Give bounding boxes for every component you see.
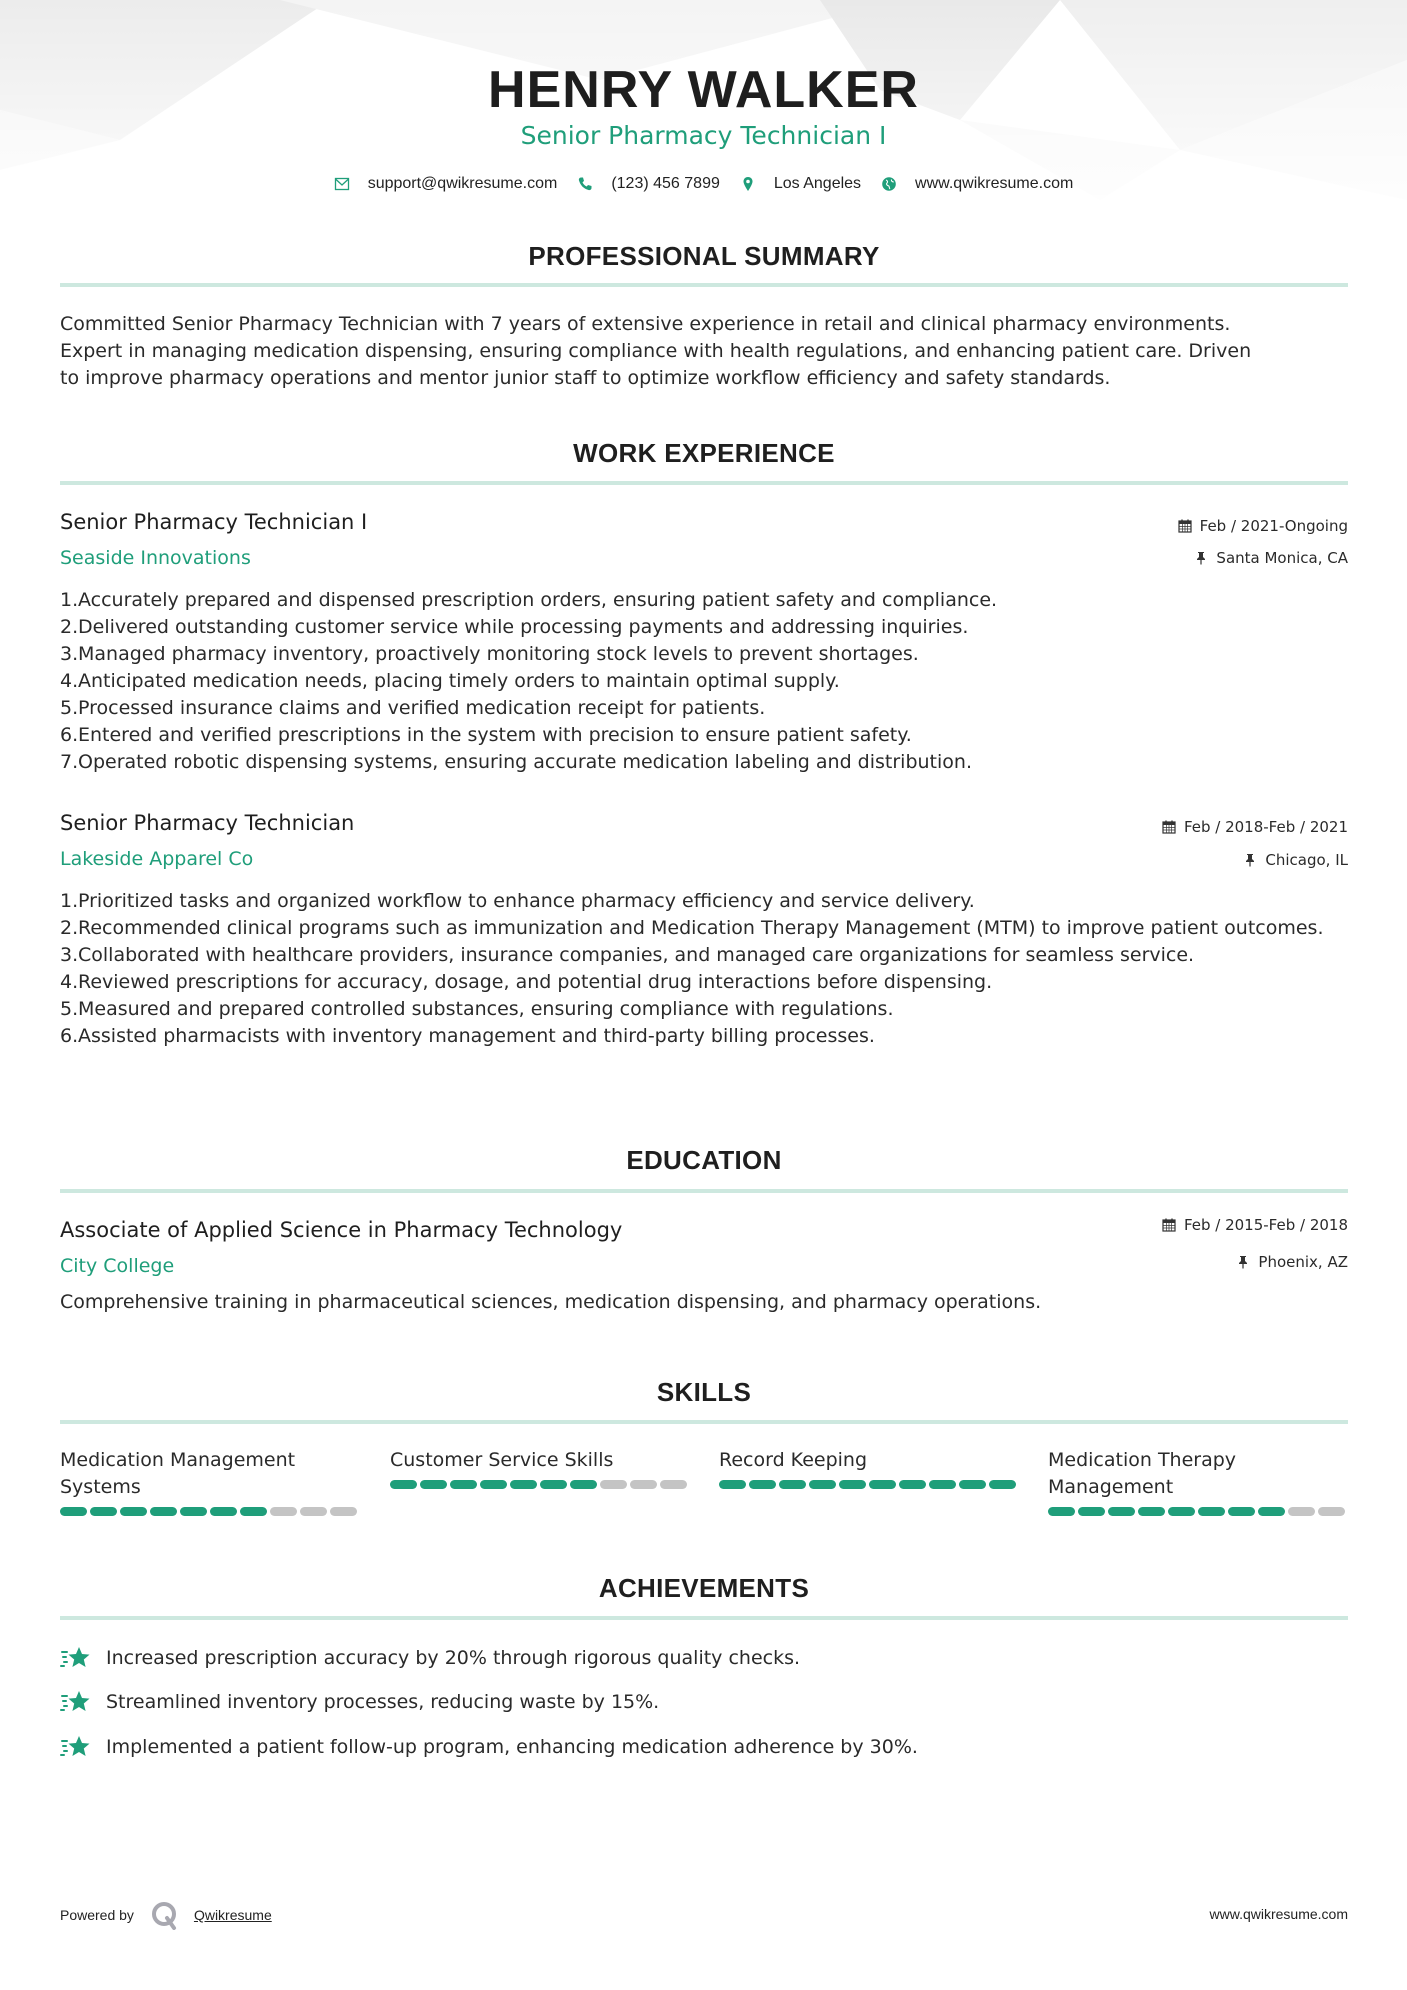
skill-pill-filled <box>1198 1507 1225 1516</box>
candidate-headline: Senior Pharmacy Technician I <box>520 121 887 150</box>
qwikresume-link[interactable]: Qwikresume <box>193 1907 272 1923</box>
candidate-name: HENRY WALKER <box>488 61 919 119</box>
job-title: Senior Pharmacy Technician <box>60 811 355 835</box>
skill-rating-bar <box>60 1507 360 1516</box>
skill-pill-filled <box>1108 1507 1135 1516</box>
contact-email[interactable] <box>334 175 558 193</box>
skill-pill-filled <box>869 1480 896 1489</box>
shooting-star-icon <box>60 1688 92 1716</box>
contact-website[interactable] <box>881 175 1073 193</box>
skill-pill-filled <box>1138 1507 1165 1516</box>
skill-rating-bar <box>390 1480 690 1489</box>
achievement-item <box>60 1733 918 1761</box>
skill-pill-filled <box>150 1507 177 1516</box>
website-text: www.qwikresume.com <box>915 175 1074 192</box>
summary-line: Expert in managing medication dispensing, ensuring compliance with health regulations, and enhancing patient care. Driven <box>60 340 1252 362</box>
skill-pill-empty <box>600 1480 627 1489</box>
skill-pill-filled <box>809 1480 836 1489</box>
education-description: Comprehensive training in pharmaceutical sciences, medication dispensing, and pharmacy operations. <box>60 1291 1042 1313</box>
school-name: City College <box>60 1255 175 1277</box>
education-location <box>1236 1252 1348 1272</box>
skill-pill-filled <box>1048 1507 1075 1516</box>
section-title-summary: PROFESSIONAL SUMMARY <box>528 241 880 271</box>
contact-bar <box>0 172 1407 196</box>
skill-item <box>390 1447 690 1489</box>
skill-name: Medication Therapy Management <box>1048 1449 1237 1498</box>
bullet-item: 4. Anticipated medication needs, placing timely orders to maintain optimal supply. <box>60 670 840 692</box>
job-dates <box>1178 516 1348 536</box>
skill-pill-empty <box>300 1507 327 1516</box>
skill-pill-empty <box>630 1480 657 1489</box>
calendar-icon <box>1162 820 1176 834</box>
section-divider <box>60 481 1348 485</box>
shooting-star-icon <box>60 1644 92 1672</box>
skill-pill-empty <box>660 1480 687 1489</box>
achievement-item <box>60 1644 800 1672</box>
job-bullets <box>60 587 1350 776</box>
skill-item <box>60 1447 360 1516</box>
skill-pill-filled <box>450 1480 477 1489</box>
skill-pill-empty <box>1288 1507 1315 1516</box>
calendar-icon <box>1178 519 1192 533</box>
skill-rating-bar <box>719 1480 1019 1489</box>
shooting-star-icon <box>60 1733 92 1761</box>
bullet-item: 3. Collaborated with healthcare providers, insurance companies, and managed care organizations for seamless service. <box>60 944 1195 966</box>
section-title-education: EDUCATION <box>626 1145 782 1175</box>
globe-icon <box>881 176 897 192</box>
skill-pill-filled <box>420 1480 447 1489</box>
summary-line: to improve pharmacy operations and mentor junior staff to optimize workflow efficiency and safety standards. <box>60 367 1111 389</box>
location-text: Los Angeles <box>773 175 862 192</box>
map-marker-icon <box>740 176 756 192</box>
section-title-achievements: ACHIEVEMENTS <box>598 1573 810 1603</box>
skill-pill-filled <box>180 1507 207 1516</box>
location-text: Phoenix, AZ <box>1258 1253 1348 1271</box>
skill-pill-filled <box>1168 1507 1195 1516</box>
skill-pill-filled <box>929 1480 956 1489</box>
skill-pill-filled <box>60 1507 87 1516</box>
qwikresume-logo-icon <box>150 1900 180 1930</box>
achievement-text: Streamlined inventory processes, reducing waste by 15%. <box>106 1690 660 1713</box>
skill-pill-empty <box>330 1507 357 1516</box>
bullet-item: 3. Managed pharmacy inventory, proactively monitoring stock levels to prevent shortages. <box>60 643 919 665</box>
footer-powered-by <box>60 1900 272 1930</box>
powered-by-label: Powered by <box>60 1907 134 1923</box>
pushpin-icon <box>1194 551 1208 565</box>
skill-pill-filled <box>959 1480 986 1489</box>
skill-pill-filled <box>120 1507 147 1516</box>
pushpin-icon <box>1243 853 1257 867</box>
bullet-item: 2. Recommended clinical programs such as immunization and Medication Therapy Management (MTM) to improve patient outcomes. <box>60 917 1324 939</box>
footer-website[interactable]: www.qwikresume.com <box>1209 1906 1348 1922</box>
bullet-item: 1. Accurately prepared and dispensed prescription orders, ensuring patient safety and compliance. <box>60 589 998 611</box>
summary-line: Committed Senior Pharmacy Technician with 7 years of extensive experience in retail and clinical pharmacy environments. <box>60 313 1231 335</box>
skill-pill-empty <box>270 1507 297 1516</box>
section-divider <box>60 1189 1348 1193</box>
bullet-item: 5. Processed insurance claims and verified medication receipt for patients. <box>60 697 766 719</box>
achievement-item <box>60 1688 659 1716</box>
location-text: Chicago, IL <box>1265 851 1348 869</box>
bullet-item: 1. Prioritized tasks and organized workflow to enhance pharmacy efficiency and service delivery. <box>60 890 975 912</box>
company-name: Seaside Innovations <box>60 547 251 569</box>
contact-location <box>740 175 861 193</box>
calendar-icon <box>1162 1218 1176 1232</box>
section-divider <box>60 283 1348 287</box>
skill-rating-bar <box>1048 1507 1348 1516</box>
degree-title: Associate of Applied Science in Pharmacy Technology <box>60 1218 623 1242</box>
skill-item <box>719 1447 1019 1489</box>
section-title-experience: WORK EXPERIENCE <box>573 438 835 468</box>
skill-pill-filled <box>779 1480 806 1489</box>
dates-text: Feb / 2018-Feb / 2021 <box>1183 818 1348 836</box>
section-title-skills: SKILLS <box>656 1377 752 1407</box>
skill-pill-filled <box>899 1480 926 1489</box>
skill-name: Customer Service Skills <box>390 1449 614 1471</box>
location-text: Santa Monica, CA <box>1216 549 1348 567</box>
skill-pill-filled <box>480 1480 507 1489</box>
company-name: Lakeside Apparel Co <box>60 848 254 870</box>
skill-pill-filled <box>1258 1507 1285 1516</box>
skill-pill-filled <box>719 1480 746 1489</box>
skill-pill-empty <box>1318 1507 1345 1516</box>
email-text: support@qwikresume.com <box>367 175 558 192</box>
job-dates <box>1162 817 1348 837</box>
skill-pill-filled <box>240 1507 267 1516</box>
envelope-icon <box>334 176 350 192</box>
section-divider <box>60 1616 1348 1620</box>
skill-name: Medication Management Systems <box>60 1449 296 1498</box>
skill-item <box>1048 1447 1348 1516</box>
job-title: Senior Pharmacy Technician I <box>60 510 368 534</box>
section-divider <box>60 1420 1348 1424</box>
skill-pill-filled <box>749 1480 776 1489</box>
skill-pill-filled <box>1078 1507 1105 1516</box>
bullet-item: 7. Operated robotic dispensing systems, ensuring accurate medication labeling and distribution. <box>60 751 972 773</box>
phone-icon <box>577 176 593 192</box>
dates-text: Feb / 2015-Feb / 2018 <box>1183 1216 1348 1234</box>
phone-text: (123) 456 7899 <box>611 175 720 192</box>
job-location <box>1243 850 1348 870</box>
contact-phone[interactable] <box>577 175 720 193</box>
skill-pill-filled <box>1228 1507 1255 1516</box>
skill-pill-filled <box>210 1507 237 1516</box>
skill-name: Record Keeping <box>719 1449 868 1471</box>
skill-pill-filled <box>540 1480 567 1489</box>
job-bullets <box>60 888 1350 1050</box>
skill-pill-filled <box>90 1507 117 1516</box>
bullet-item: 6. Entered and verified prescriptions in the system with precision to ensure patient safety. <box>60 724 912 746</box>
job-location <box>1194 548 1348 568</box>
pushpin-icon <box>1236 1255 1250 1269</box>
achievement-text: Implemented a patient follow-up program, enhancing medication adherence by 30%. <box>106 1735 918 1758</box>
education-dates <box>1162 1215 1348 1235</box>
summary-text <box>60 311 1350 392</box>
skill-pill-filled <box>839 1480 866 1489</box>
achievement-text: Increased prescription accuracy by 20% through rigorous quality checks. <box>106 1646 801 1669</box>
skill-pill-filled <box>989 1480 1016 1489</box>
skill-pill-filled <box>570 1480 597 1489</box>
bullet-item: 6. Assisted pharmacists with inventory management and third-party billing processes. <box>60 1025 875 1047</box>
bullet-item: 5. Measured and prepared controlled substances, ensuring compliance with regulations. <box>60 998 894 1020</box>
bullet-item: 4. Reviewed prescriptions for accuracy, dosage, and potential drug interactions before dispensing. <box>60 971 993 993</box>
skill-pill-filled <box>390 1480 417 1489</box>
dates-text: Feb / 2021-Ongoing <box>1199 517 1348 535</box>
skill-pill-filled <box>510 1480 537 1489</box>
bullet-item: 2. Delivered outstanding customer service while processing payments and addressing inquiries. <box>60 616 969 638</box>
